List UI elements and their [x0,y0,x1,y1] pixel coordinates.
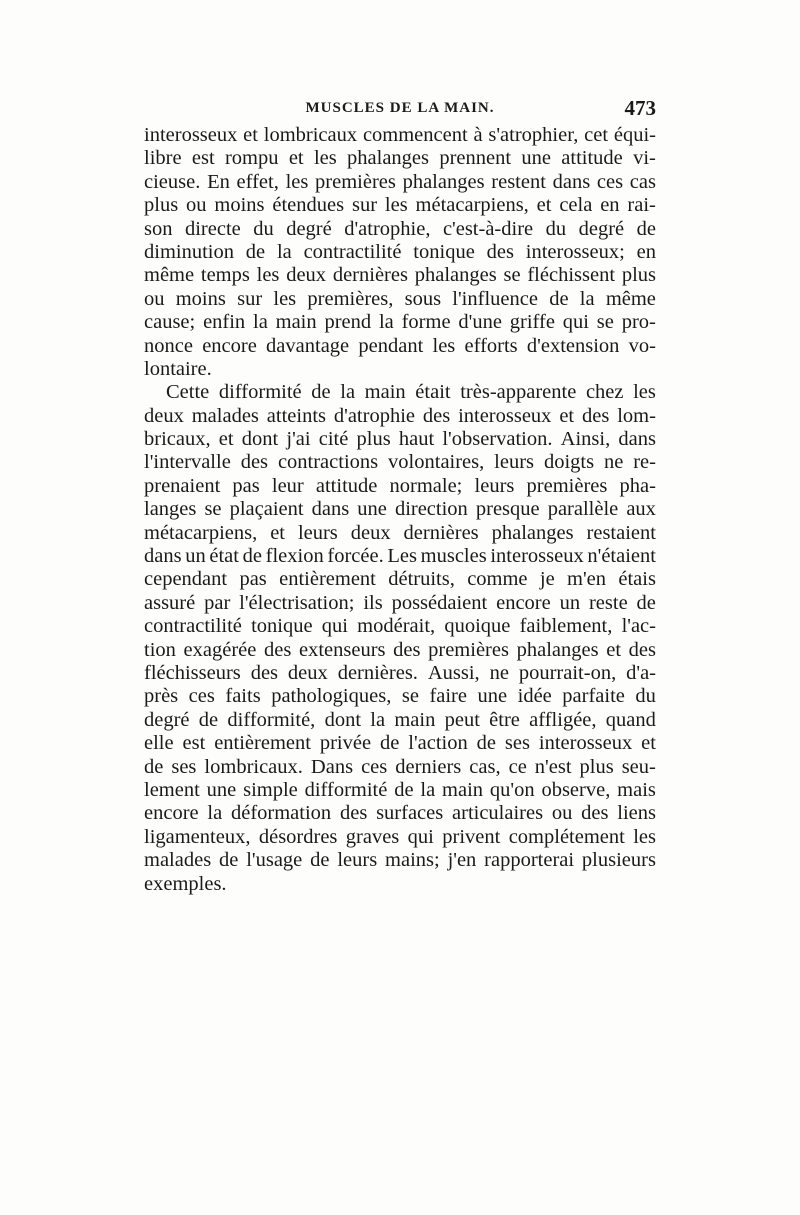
body-text [144,124,656,896]
text-line: plus ou moins étendues sur les métacarpiens, et cela en rai- [144,194,656,217]
text-line: cependant pas entièrement détruits, comme je m'en étais [144,568,656,591]
text-line: fléchisseurs des deux dernières. Aussi, ne pourrait-on, d'a- [144,661,656,684]
text-line: tion exagérée des extenseurs des premières phalanges et des [144,638,656,661]
text-line: deux malades atteints d'atrophie des interosseux et des lom- [144,404,656,427]
text-line: lement une simple difformité de la main qu'on observe, mais [144,778,656,801]
text-line: encore la déformation des surfaces articulaires ou des liens [144,802,656,825]
paragraph [144,381,656,896]
running-header [144,96,656,126]
text-line: malades de l'usage de leurs mains; j'en rapporterai plusieurs [144,849,656,872]
text-line: nonce encore davantage pendant les efforts d'extension vo- [144,334,656,357]
text-line: elle est entièrement privée de l'action de ses interosseux et [144,732,656,755]
text-line: Cette difformité de la main était très-apparente chez les [166,381,656,404]
text-line: métacarpiens, et leurs deux dernières phalanges restaient [144,521,656,544]
text-line: prenaient pas leur attitude normale; leurs premières pha- [144,474,656,497]
text-line: contractilité tonique qui modérait, quoique faiblement, l'ac- [144,615,656,638]
text-line: diminution de la contractilité tonique des interosseux; en [144,240,656,263]
text-line: ligamenteux, désordres graves qui privent complétement les [144,825,656,848]
text-line: ou moins sur les premières, sous l'influence de la même [144,287,656,310]
text-line: assuré par l'électrisation; ils possédaient encore un reste de [144,591,656,614]
text-line: dans un état de flexion forcée. Les muscles interosseux n'étaient [144,545,656,568]
page-number: 473 [624,96,656,120]
paragraph [144,124,656,381]
running-title: MUSCLES DE LA MAIN. [305,100,495,116]
text-line: son directe du degré d'atrophie, c'est-à-dire du degré de [144,217,656,240]
text-line: cieuse. En effet, les premières phalanges restent dans ces cas [144,170,656,193]
text-line: l'intervalle des contractions volontaires, leurs doigts ne re- [144,451,656,474]
text-line: exemples. [144,872,227,895]
text-line: même temps les deux dernières phalanges se fléchissent plus [144,264,656,287]
text-line: de ses lombricaux. Dans ces derniers cas, ce n'est plus seu- [144,755,656,778]
text-line: langes se plaçaient dans une direction presque parallèle aux [144,498,656,521]
text-line: cause; enfin la main prend la forme d'une griffe qui se pro- [144,311,656,334]
text-line: degré de difformité, dont la main peut être affligée, quand [144,708,656,731]
text-line: interosseux et lombricaux commencent à s'atrophier, cet équi- [144,124,656,146]
text-line: libre est rompu et les phalanges prennent une attitude vi- [144,147,656,170]
text-line: lontaire. [144,357,212,380]
text-line: bricaux, et dont j'ai cité plus haut l'observation. Ainsi, dans [144,428,656,451]
text-line: près ces faits pathologiques, se faire une idée parfaite du [144,685,656,708]
